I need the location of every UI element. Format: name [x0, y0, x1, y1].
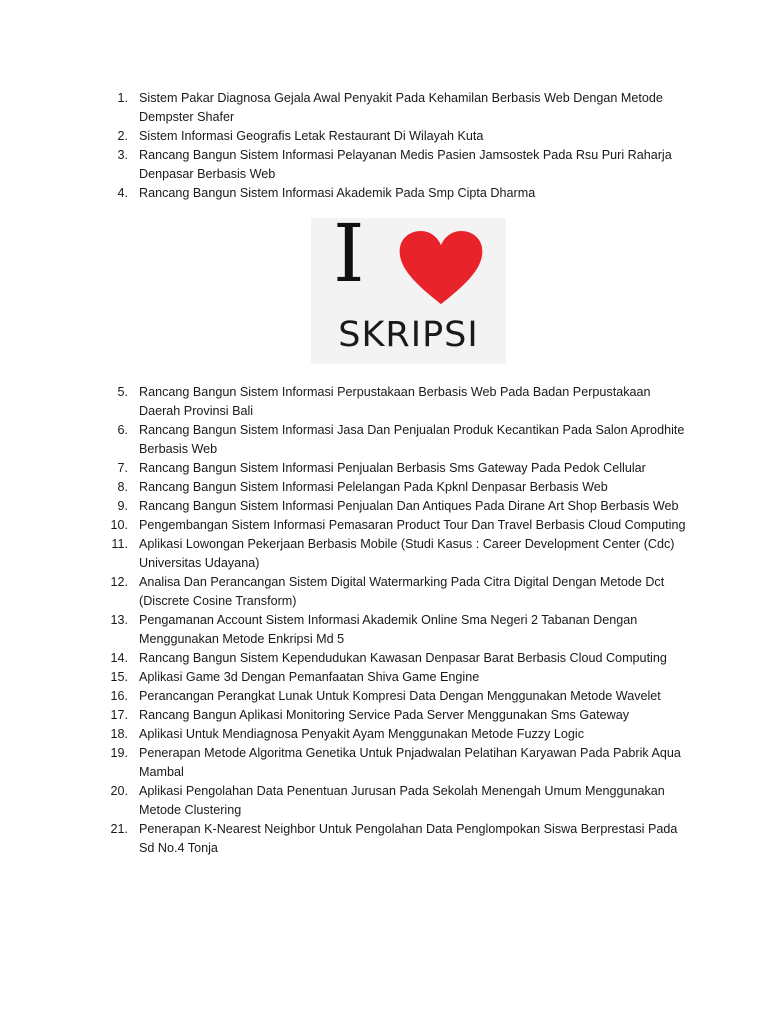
item-number: 16.: [110, 689, 128, 703]
list-item: [0, 516, 768, 535]
list-item: [0, 649, 768, 668]
item-number: 1.: [117, 91, 128, 105]
item-number: 14.: [110, 651, 128, 665]
item-number: 4.: [117, 186, 128, 200]
item-number: 2.: [117, 129, 128, 143]
list-item: [0, 184, 768, 203]
item-text: Rancang Bangun Sistem Informasi Pelelangan Pada Kpknl Denpasar Berbasis Web: [139, 480, 608, 494]
list-item: [0, 573, 768, 611]
i-love-skripsi-image: [311, 207, 506, 364]
logo-letter-i: I: [333, 207, 365, 300]
list-item: [0, 478, 768, 497]
item-text: Aplikasi Untuk Mendiagnosa Penyakit Ayam Menggunakan Metode Fuzzy Logic: [139, 727, 584, 741]
item-number: 20.: [110, 784, 128, 798]
item-number: 5.: [117, 385, 128, 399]
item-text: Rancang Bangun Sistem Informasi Penjualan Berbasis Sms Gateway Pada Pedok Cellular: [139, 461, 646, 475]
item-number: 3.: [117, 148, 128, 162]
item-number: 8.: [117, 480, 128, 494]
item-text: Perancangan Perangkat Lunak Untuk Kompresi Data Dengan Menggunakan Metode Wavelet: [139, 689, 661, 703]
item-text: Sistem Pakar Diagnosa Gejala Awal Penyakit Pada Kehamilan Berbasis Web Dengan Metode Dempster Shafer: [139, 91, 663, 124]
heart-icon: [397, 228, 485, 308]
list-item: [0, 725, 768, 744]
item-number: 11.: [111, 537, 128, 551]
item-text: Rancang Bangun Sistem Kependudukan Kawasan Denpasar Barat Berbasis Cloud Computing: [139, 651, 667, 665]
item-number: 13.: [110, 613, 128, 627]
item-number: 10.: [110, 518, 128, 532]
item-text: Sistem Informasi Geografis Letak Restaurant Di Wilayah Kuta: [139, 129, 484, 143]
item-text: Aplikasi Game 3d Dengan Pemanfaatan Shiva Game Engine: [139, 670, 480, 684]
thesis-title-list-bottom: [0, 383, 768, 858]
list-item: [0, 459, 768, 478]
list-item: [0, 421, 768, 459]
item-number: 9.: [117, 499, 128, 513]
item-number: 12.: [110, 575, 128, 589]
item-number: 19.: [110, 746, 128, 760]
list-item: [0, 146, 768, 184]
list-item: [0, 89, 768, 127]
list-item: [0, 668, 768, 687]
item-text: Penerapan Metode Algoritma Genetika Untuk Pnjadwalan Pelatihan Karyawan Pada Pabrik Aqua Mambal: [139, 746, 681, 779]
item-text: Rancang Bangun Sistem Informasi Jasa Dan Penjualan Produk Kecantikan Pada Salon Aprodhite Berbasis Web: [139, 423, 685, 456]
list-item: [0, 383, 768, 421]
list-item: [0, 535, 768, 573]
item-number: 17.: [110, 708, 128, 722]
item-text: Rancang Bangun Aplikasi Monitoring Service Pada Server Menggunakan Sms Gateway: [139, 708, 630, 722]
list-item: [0, 687, 768, 706]
item-text: Analisa Dan Perancangan Sistem Digital Watermarking Pada Citra Digital Dengan Metode Dct (Discrete Cosine Transform): [139, 575, 665, 608]
item-number: 15.: [110, 670, 128, 684]
item-text: Rancang Bangun Sistem Informasi Penjualan Dan Antiques Pada Dirane Art Shop Berbasis Web: [139, 499, 679, 513]
list-item: [0, 706, 768, 725]
item-text: Aplikasi Lowongan Pekerjaan Berbasis Mobile (Studi Kasus : Career Development Center (Cdc) Universitas Udayana): [139, 537, 675, 570]
item-number: 18.: [110, 727, 128, 741]
item-text: Aplikasi Pengolahan Data Penentuan Jurusan Pada Sekolah Menengah Umum Menggunakan Metode Clustering: [139, 784, 665, 817]
item-number: 7.: [117, 461, 128, 475]
item-text: Pengembangan Sistem Informasi Pemasaran Product Tour Dan Travel Berbasis Cloud Computing: [139, 518, 686, 532]
logo-word-skripsi: SKRIPSI: [338, 315, 479, 355]
list-item: [0, 611, 768, 649]
list-item: [0, 497, 768, 516]
list-item: [0, 127, 768, 146]
list-item: [0, 820, 768, 858]
item-number: 6.: [117, 423, 128, 437]
list-item: [0, 744, 768, 782]
thesis-title-list-top: [0, 89, 768, 203]
item-text: Pengamanan Account Sistem Informasi Akademik Online Sma Negeri 2 Tabanan Dengan Menggunakan Metode Enkripsi Md 5: [139, 613, 638, 646]
item-text: Rancang Bangun Sistem Informasi Perpustakaan Berbasis Web Pada Badan Perpustakaan Daerah Provinsi Bali: [139, 385, 651, 418]
item-text: Penerapan K-Nearest Neighbor Untuk Pengolahan Data Penglompokan Siswa Berprestasi Pada Sd No.4 Tonja: [139, 822, 678, 855]
item-text: Rancang Bangun Sistem Informasi Pelayanan Medis Pasien Jamsostek Pada Rsu Puri Raharja Denpasar Berbasis Web: [139, 148, 672, 181]
item-text: Rancang Bangun Sistem Informasi Akademik Pada Smp Cipta Dharma: [139, 186, 536, 200]
item-number: 21.: [110, 822, 128, 836]
list-item: [0, 782, 768, 820]
